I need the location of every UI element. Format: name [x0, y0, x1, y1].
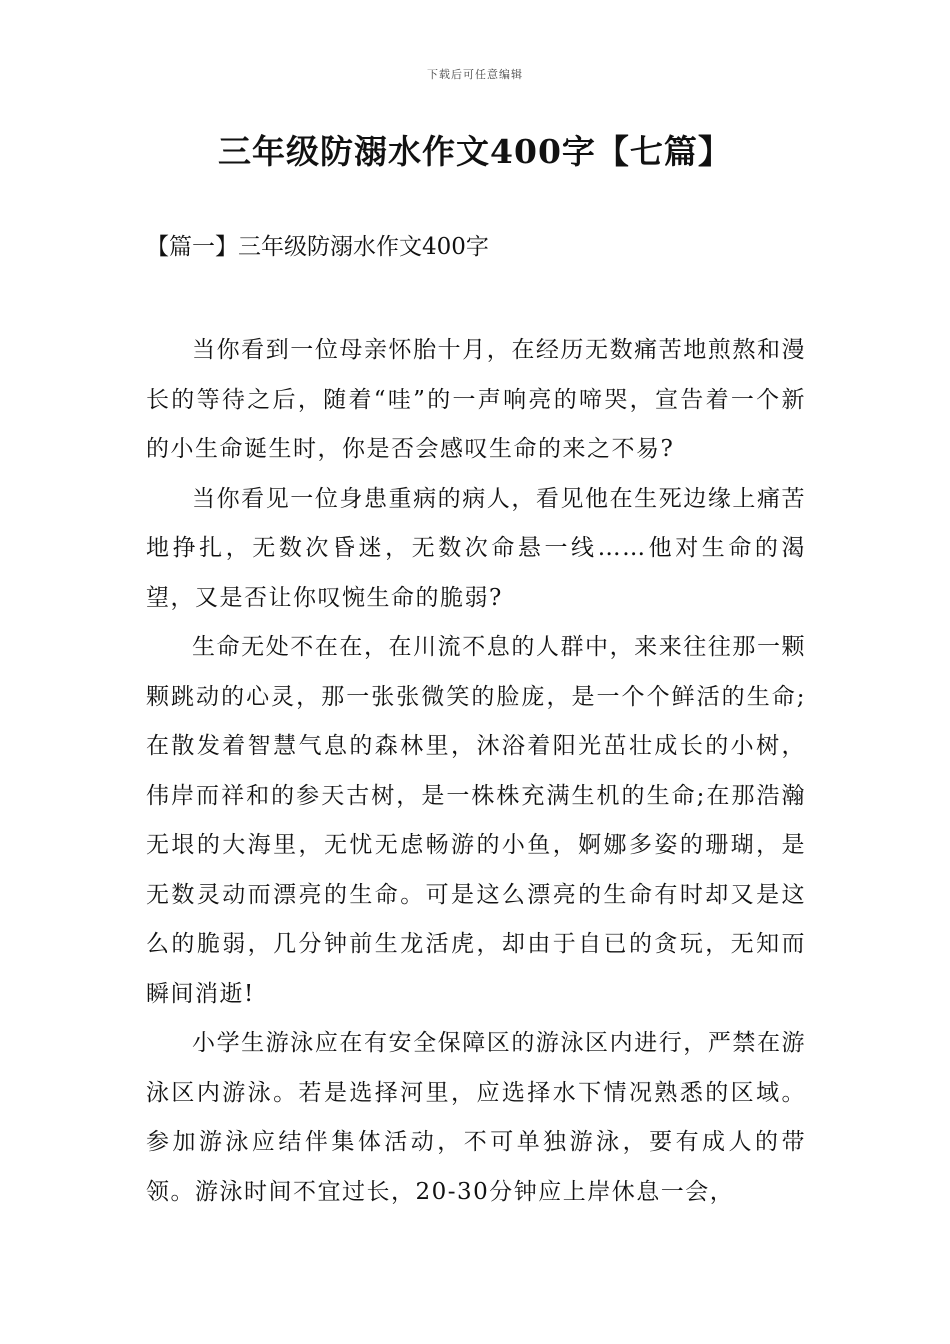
paragraph-4: 小学生游泳应在有安全保障区的游泳区内进行，严禁在游泳区内游泳。若是选择河里，应选择水下情况熟悉的区域。参加游泳应结伴集体活动，不可单独游泳，要有成人的带领。游泳时间不宜过长，20-30分钟应上岸休息一会，: [146, 1030, 806, 1205]
paragraph-2: 当你看见一位身患重病的病人，看见他在生死边缘上痛苦地挣扎，无数次昏迷，无数次命悬一线……他对生命的渴望，又是否让你叹惋生命的脆弱?: [146, 485, 806, 611]
section-heading: 【篇一】三年级防溺水作文400字: [146, 234, 489, 260]
paragraph-1: 当你看到一位母亲怀胎十月，在经历无数痛苦地煎熬和漫长的等待之后，随着“哇”的一声响亮的啼哭，宣告着一个新的小生命诞生时，你是否会感叹生命的来之不易?: [146, 337, 806, 462]
header-note: 下载后可任意编辑: [427, 68, 523, 81]
paragraph-3: 生命无处不在在，在川流不息的人群中，来来往往那一颗颗跳动的心灵，那一张张微笑的脸庞，是一个个鲜活的生命;在散发着智慧气息的森林里，沐浴着阳光茁壮成长的小树，伟岸而祥和的参天古树，是一株株充满生机的生命;在那浩瀚无垠的大海里，无忧无虑畅游的小鱼，婀娜多姿的珊瑚，是无数灵动而漂亮的生命。可是这么漂亮的生命有时却又是这么的脆弱，几分钟前生龙活虎，却由于自已的贪玩，无知而瞬间消逝!: [146, 634, 806, 1007]
document-title: 三年级防溺水作文400字【七篇】: [218, 132, 732, 171]
body-text: [146, 326, 806, 1217]
